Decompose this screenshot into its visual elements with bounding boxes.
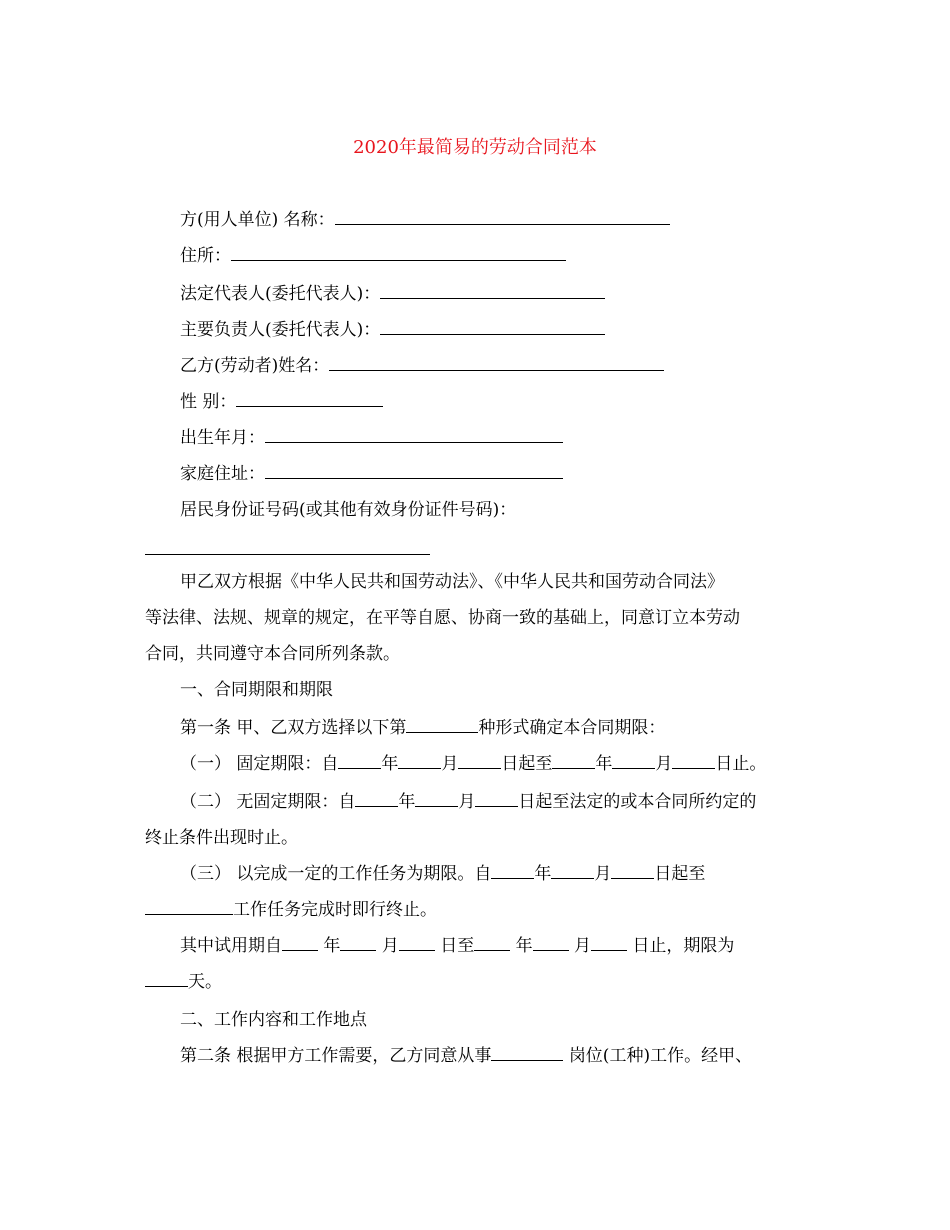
blank-line — [552, 753, 595, 769]
blank-line — [335, 209, 670, 225]
blank-line — [338, 753, 381, 769]
blank-line — [265, 427, 563, 443]
blank-line — [458, 753, 501, 769]
blank-line — [672, 753, 715, 769]
legal-rep-field: 法定代表人(委托代表人)： — [180, 282, 840, 306]
probation-clause-line-2: 天。 — [145, 970, 805, 994]
article-2: 第二条 根据甲方工作需要，乙方同意从事 岗位(工种)工作。经甲、 — [180, 1046, 753, 1066]
blank-line — [406, 717, 478, 733]
blank-line — [491, 863, 534, 879]
section-1-heading: 一、合同期限和期限 — [180, 680, 333, 700]
article-1: 第一条 甲、乙双方选择以下第 种形式确定本合同期限： — [180, 718, 666, 738]
blank-line — [231, 245, 566, 261]
gender-field: 性 别： — [180, 390, 840, 414]
employee-name-field: 乙方(劳动者)姓名： — [180, 354, 840, 378]
blank-line — [612, 753, 655, 769]
blank-line — [145, 971, 188, 987]
blank-line — [355, 791, 398, 807]
blank-line — [491, 1045, 563, 1061]
blank-line — [591, 935, 627, 951]
blank-line — [611, 863, 654, 879]
document-title: 2020年最简易的劳动合同范本 — [353, 137, 597, 158]
birth-field: 出生年月： — [180, 426, 840, 450]
id-number-field: 居民身份证号码(或其他有效身份证件号码)： — [180, 500, 517, 520]
blank-line — [236, 391, 383, 407]
blank-line — [474, 935, 510, 951]
employer-name-field: 方(用人单位) 名称： — [180, 208, 840, 232]
blank-line — [475, 791, 518, 807]
task-term-clause-line-2: 工作任务完成时即行终止。 — [145, 898, 805, 922]
blank-line — [145, 899, 233, 915]
blank-line — [399, 935, 435, 951]
blank-line — [340, 935, 376, 951]
main-person-field: 主要负责人(委托代表人)： — [180, 318, 840, 342]
blank-line — [329, 355, 664, 371]
home-address-field: 家庭住址： — [180, 462, 840, 486]
blank-line — [265, 463, 563, 479]
preamble-line-3: 合同，共同遵守本合同所列条款。 — [145, 644, 400, 664]
open-term-clause: （二） 无固定期限：自 年 月 日起至法定的或本合同所约定的 — [180, 792, 757, 812]
blank-line — [380, 283, 605, 299]
id-number-blank-line — [145, 554, 430, 555]
blank-line — [551, 863, 594, 879]
blank-line — [282, 935, 318, 951]
blank-line — [415, 791, 458, 807]
open-term-clause-line-2: 终止条件出现时止。 — [145, 828, 298, 848]
address-field: 住所： — [180, 244, 840, 268]
fixed-term-clause: （一） 固定期限：自 年 月 日起至 年 月 日止。 — [180, 754, 767, 774]
probation-clause: 其中试用期自 年 月 日至 年 月 日止，期限为 — [180, 936, 735, 956]
blank-line — [533, 935, 569, 951]
blank-line — [398, 753, 441, 769]
task-term-clause: （三） 以完成一定的工作任务为期限。自 年 月 日起至 — [180, 864, 706, 884]
preamble-line-1: 甲乙双方根据《中华人民共和国劳动法》、《中华人民共和国劳动合同法》 — [180, 572, 724, 592]
preamble-line-2: 等法律、法规、规章的规定，在平等自愿、协商一致的基础上，同意订立本劳动 — [145, 608, 740, 628]
blank-line — [380, 319, 605, 335]
section-2-heading: 二、工作内容和工作地点 — [180, 1010, 367, 1030]
